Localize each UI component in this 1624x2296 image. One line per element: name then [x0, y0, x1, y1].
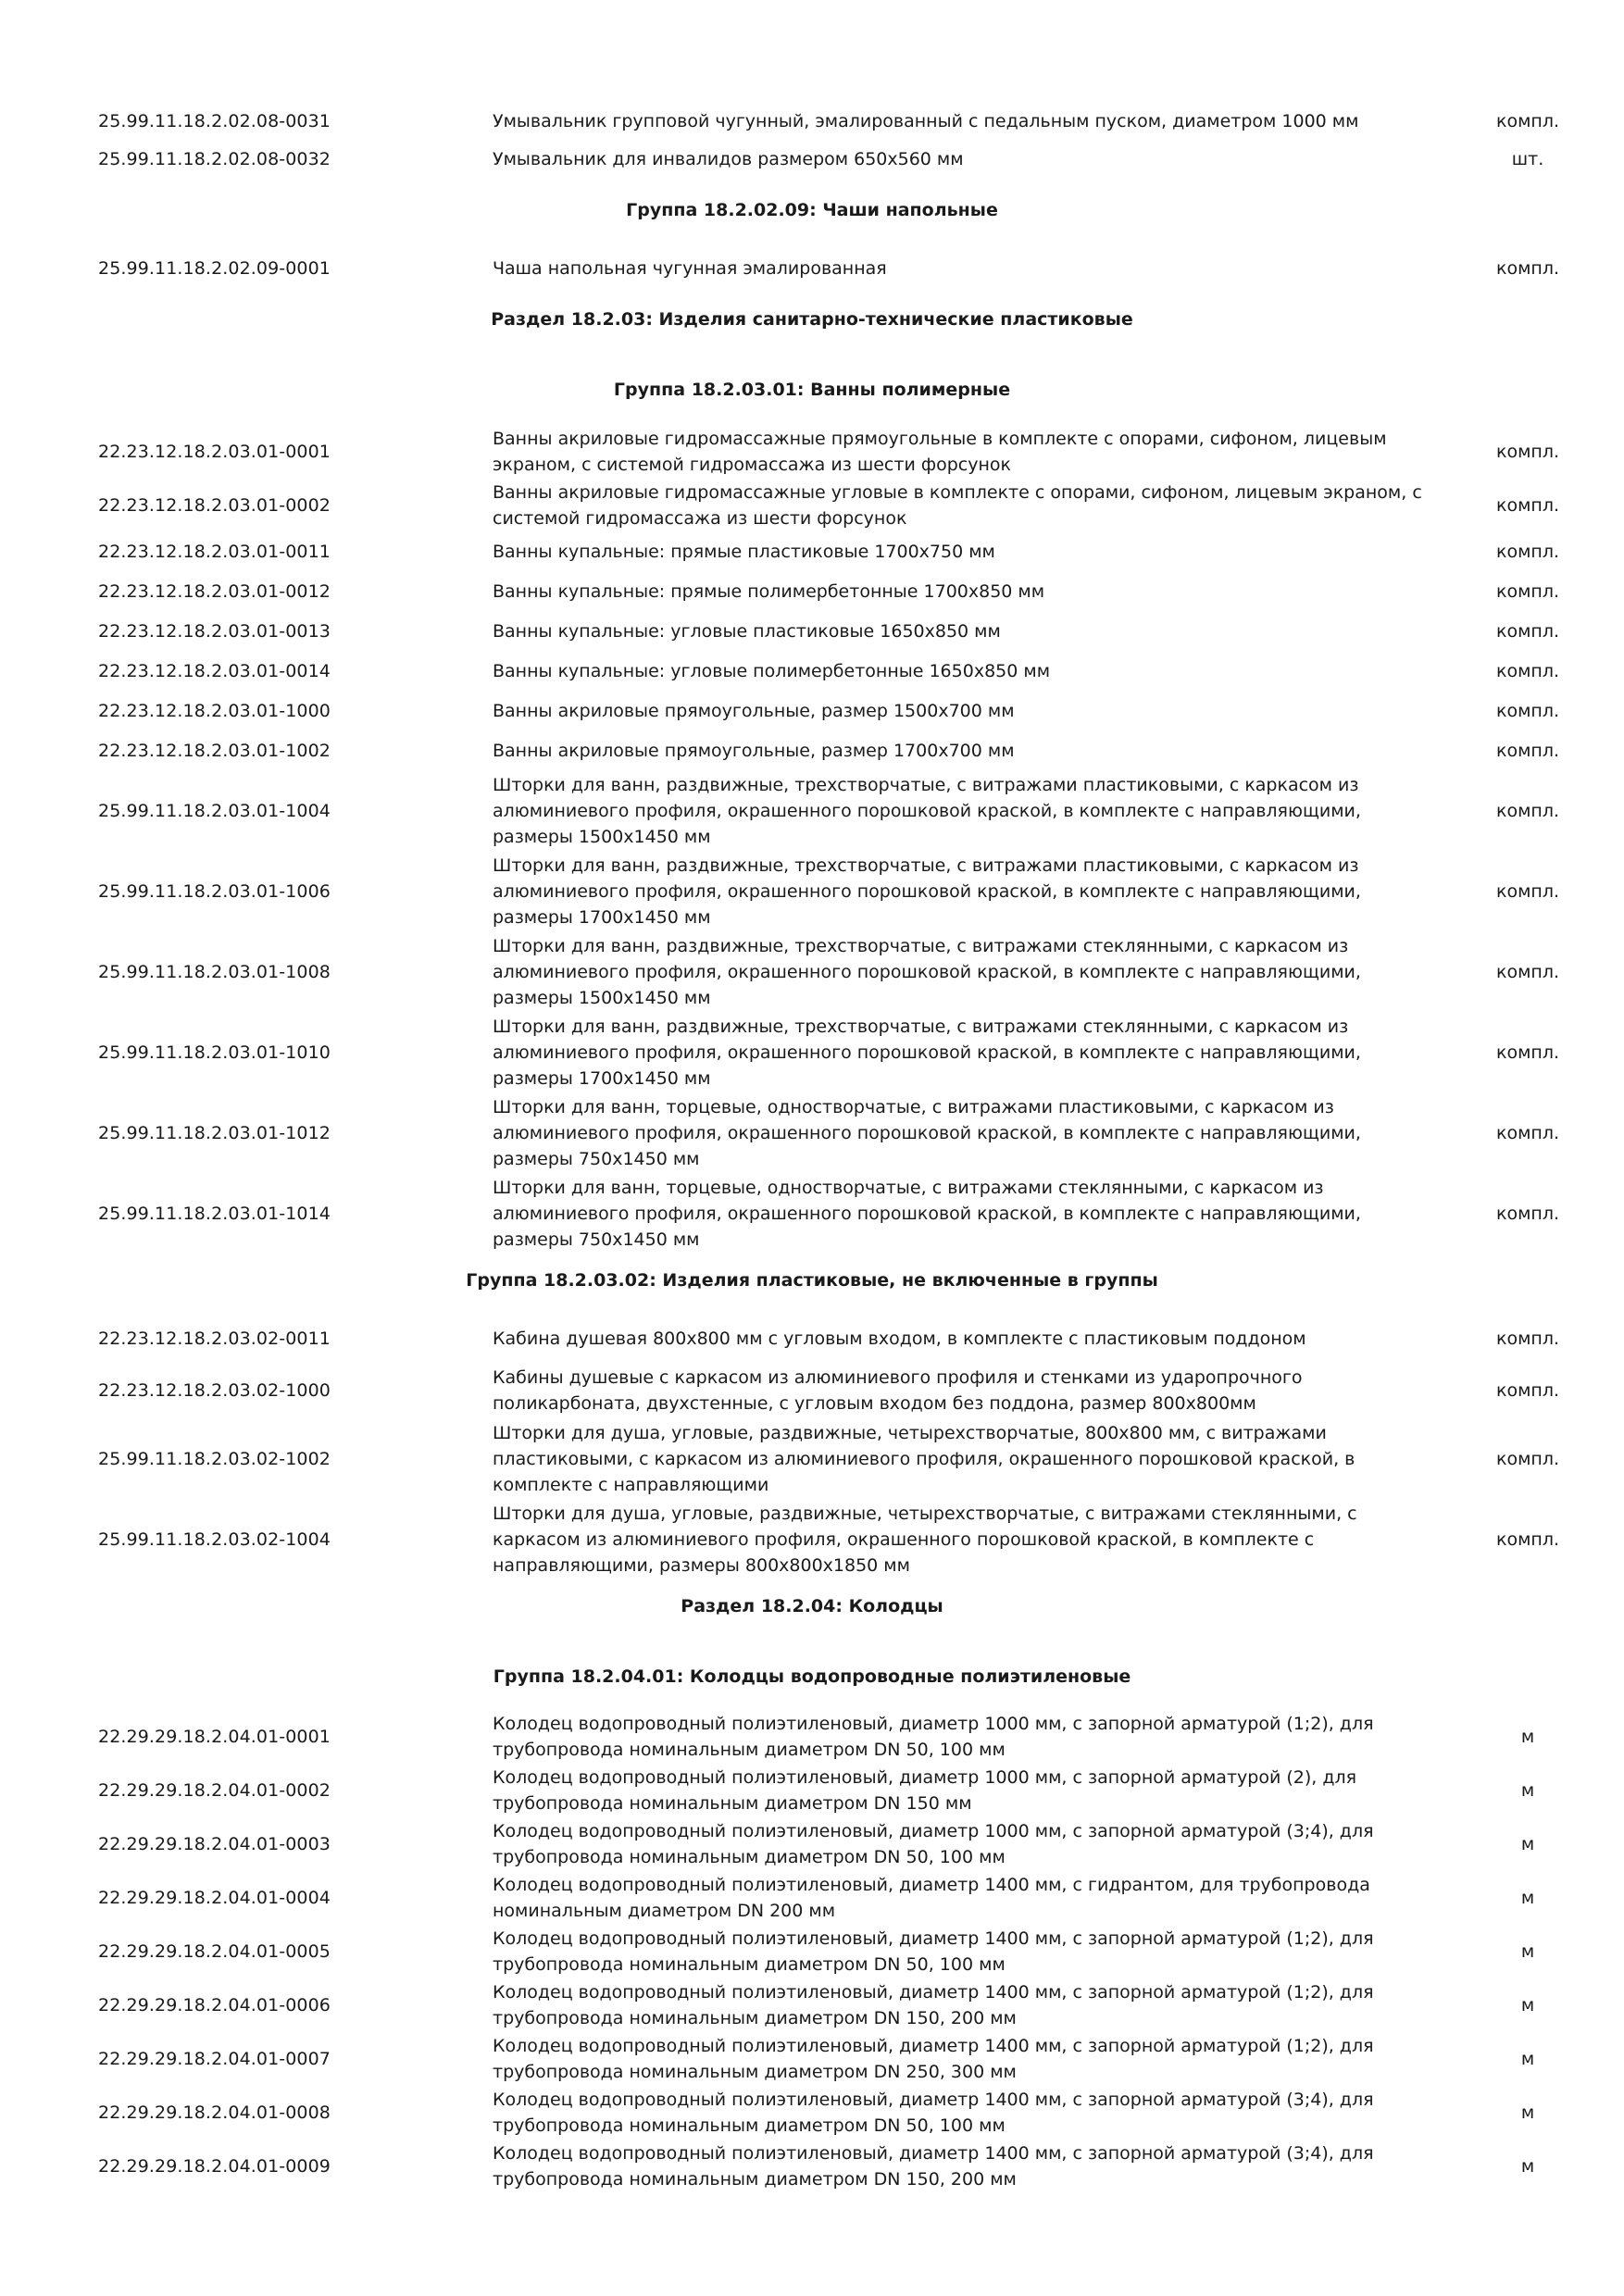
- item-name: [493, 933, 1446, 1011]
- table-row: [0, 480, 1624, 531]
- item-unit: м: [1520, 2049, 1535, 2069]
- item-unit: компл.: [1495, 1042, 1560, 1063]
- item-unit: компл.: [1495, 1380, 1560, 1401]
- item-unit: компл.: [1495, 442, 1560, 462]
- table-row: [0, 1926, 1624, 1978]
- table-row: [0, 146, 1624, 172]
- item-name-text: Колодец водопроводный полиэтиленовый, диаметр 1000 мм, с запорной арматурой (2), для трубопровода номинальным диаметром DN 150 мм: [493, 1767, 1357, 1814]
- item-name-text: Ванны купальные: прямые пластиковые 1700х750 мм: [493, 542, 995, 562]
- item-name-text: Ванны акриловые гидромассажные прямоугольные в комплекте с опорами, сифоном, лицевым экраном, с системой гидромассажа из шести форсунок: [493, 429, 1387, 475]
- item-code: 25.99.11.18.2.03.01-1006: [98, 881, 331, 902]
- table-row: [0, 1014, 1624, 1092]
- item-code: 22.23.12.18.2.03.02-0011: [98, 1329, 331, 1349]
- item-unit: компл.: [1495, 1449, 1560, 1469]
- item-name: [493, 1979, 1446, 2031]
- item-code: 22.23.12.18.2.03.01-0012: [98, 581, 331, 602]
- table-row: [0, 2033, 1624, 2085]
- item-unit: компл.: [1495, 881, 1560, 902]
- table-row: [0, 1979, 1624, 2031]
- item-name: [493, 1014, 1446, 1092]
- item-unit: компл.: [1495, 1329, 1560, 1349]
- item-name-text: Кабины душевые с каркасом из алюминиевого профиля и стенками из ударопрочного поликарбоната, двухстенные, с угловым входом без поддона, размер 800х800мм: [493, 1367, 1303, 1414]
- item-name: [493, 2087, 1446, 2139]
- table-row: [0, 1711, 1624, 1763]
- item-unit: шт.: [1511, 149, 1544, 169]
- table-row: [0, 1501, 1624, 1578]
- item-name: [493, 738, 1446, 764]
- item-name-text: Кабина душевая 800х800 мм с угловым входом, в комплекте с пластиковым поддоном: [493, 1329, 1306, 1349]
- item-name: [493, 658, 1446, 684]
- item-unit: м: [1520, 2103, 1535, 2123]
- item-unit: компл.: [1495, 962, 1560, 982]
- item-code: 22.23.12.18.2.03.01-0013: [98, 621, 331, 642]
- item-name: [493, 426, 1446, 478]
- item-unit: м: [1520, 1834, 1535, 1854]
- item-unit: компл.: [1495, 111, 1560, 131]
- table-row: [0, 1765, 1624, 1816]
- item-code: 25.99.11.18.2.02.09-0001: [98, 258, 331, 279]
- item-name-text: Шторки для ванн, раздвижные, трехстворчатые, с витражами пластиковыми, с каркасом из алюминиевого профиля, окрашенного порошковой краской, в комплекте с направляющими, размеры 1700х1450 мм: [493, 855, 1361, 928]
- item-name-text: Колодец водопроводный полиэтиленовый, диаметр 1400 мм, с запорной арматурой (1;2), для трубопровода номинальным диаметром DN 150, 200 мм: [493, 1982, 1374, 2028]
- item-name: [493, 1818, 1446, 1870]
- item-name-text: Чаша напольная чугунная эмалированная: [493, 258, 887, 279]
- item-name: [493, 1094, 1446, 1172]
- item-name: [493, 1926, 1446, 1978]
- item-name-text: Колодец водопроводный полиэтиленовый, диаметр 1000 мм, с запорной арматурой (3;4), для трубопровода номинальным диаметром DN 50, 100 мм: [493, 1821, 1374, 1867]
- table-row: [0, 772, 1624, 850]
- item-code: 22.29.29.18.2.04.01-0007: [98, 2049, 331, 2069]
- item-name: [493, 2033, 1446, 2085]
- item-name: [493, 480, 1446, 531]
- section-heading: Раздел 18.2.04: Колодцы: [681, 1596, 943, 1616]
- item-name: [493, 108, 1446, 134]
- item-name: [493, 579, 1446, 605]
- item-name: [493, 1420, 1446, 1498]
- item-unit: компл.: [1495, 621, 1560, 642]
- item-unit: компл.: [1495, 661, 1560, 681]
- item-name-text: Шторки для душа, угловые, раздвижные, четырехстворчатые, 800х800 мм, с витражами пластиковыми, с каркасом из алюминиевого профиля, окрашенного порошковой краской, в комплекте с направляющими: [493, 1423, 1355, 1495]
- item-code: 25.99.11.18.2.03.01-1014: [98, 1204, 331, 1224]
- table-row: [0, 1175, 1624, 1253]
- table-row: [0, 426, 1624, 478]
- table-row: [0, 738, 1624, 764]
- table-row: [0, 1326, 1624, 1352]
- item-name: [493, 1765, 1446, 1816]
- item-unit: компл.: [1495, 701, 1560, 721]
- item-code: 22.23.12.18.2.03.01-0001: [98, 442, 331, 462]
- item-code: 22.29.29.18.2.04.01-0004: [98, 1888, 331, 1908]
- item-name: [493, 2140, 1446, 2192]
- table-row: [0, 698, 1624, 724]
- item-unit: компл.: [1495, 495, 1560, 516]
- item-code: 25.99.11.18.2.03.01-1004: [98, 801, 331, 821]
- table-row: [0, 853, 1624, 930]
- item-name-text: Шторки для ванн, раздвижные, трехстворчатые, с витражами пластиковыми, с каркасом из алюминиевого профиля, окрашенного порошковой краской, в комплекте с направляющими, размеры 1500х1450 мм: [493, 775, 1361, 847]
- item-code: 25.99.11.18.2.03.01-1010: [98, 1042, 331, 1063]
- item-code: 25.99.11.18.2.03.01-1008: [98, 962, 331, 982]
- item-name: [493, 698, 1446, 724]
- section-heading: Раздел 18.2.03: Изделия санитарно-технические пластиковые: [491, 309, 1133, 330]
- table-row: [0, 1420, 1624, 1498]
- item-name-text: Ванны купальные: угловые полимербетонные 1650х850 мм: [493, 661, 1051, 681]
- item-unit: м: [1520, 1888, 1535, 1908]
- table-row: [0, 256, 1624, 281]
- table-row: [0, 1094, 1624, 1172]
- item-unit: компл.: [1495, 1123, 1560, 1143]
- item-name-text: Шторки для ванн, раздвижные, трехстворчатые, с витражами стеклянными, с каркасом из алюминиевого профиля, окрашенного порошковой краской, в комплекте с направляющими, размеры 1700х1450 мм: [493, 1017, 1361, 1089]
- item-code: 22.29.29.18.2.04.01-0005: [98, 1941, 331, 1962]
- item-name: [493, 1872, 1446, 1924]
- item-name: [493, 146, 1446, 172]
- group-heading: Группа 18.2.03.01: Ванны полимерные: [613, 380, 1011, 400]
- item-name-text: Шторки для ванн, раздвижные, трехстворчатые, с витражами стеклянными, с каркасом из алюминиевого профиля, окрашенного порошковой краской, в комплекте с направляющими, размеры 1500х1450 мм: [493, 936, 1361, 1008]
- item-unit: компл.: [1495, 542, 1560, 562]
- item-code: 22.29.29.18.2.04.01-0002: [98, 1780, 331, 1801]
- item-name-text: Колодец водопроводный полиэтиленовый, диаметр 1400 мм, с запорной арматурой (3;4), для трубопровода номинальным диаметром DN 150, 200 мм: [493, 2143, 1374, 2190]
- item-code: 25.99.11.18.2.03.02-1002: [98, 1449, 331, 1469]
- item-name-text: Шторки для ванн, торцевые, одностворчатые, с витражами стеклянными, с каркасом из алюминиевого профиля, окрашенного порошковой краской, в комплекте с направляющими, размеры 750х1450 мм: [493, 1178, 1361, 1250]
- item-code: 22.23.12.18.2.03.02-1000: [98, 1380, 331, 1401]
- item-name: [493, 1365, 1446, 1416]
- item-name-text: Колодец водопроводный полиэтиленовый, диаметр 1400 мм, с гидрантом, для трубопровода номинальным диаметром DN 200 мм: [493, 1875, 1370, 1921]
- item-name-text: Ванны акриловые гидромассажные угловые в комплекте с опорами, сифоном, лицевым экраном, с системой гидромассажа из шести форсунок: [493, 482, 1422, 529]
- item-name-text: Ванны купальные: угловые пластиковые 1650х850 мм: [493, 621, 1001, 642]
- item-name: [493, 1711, 1446, 1763]
- table-row: [0, 658, 1624, 684]
- table-row: [0, 1365, 1624, 1416]
- table-row: [0, 539, 1624, 565]
- item-unit: м: [1520, 1941, 1535, 1962]
- item-name-text: Колодец водопроводный полиэтиленовый, диаметр 1000 мм, с запорной арматурой (1;2), для трубопровода номинальным диаметром DN 50, 100 мм: [493, 1714, 1374, 1760]
- item-code: 22.23.12.18.2.03.01-0014: [98, 661, 331, 681]
- item-name: [493, 1175, 1446, 1253]
- item-name-text: Шторки для душа, угловые, раздвижные, четырехстворчатые, с витражами стеклянными, с каркасом из алюминиевого профиля, окрашенного порошковой краской, в комплекте с направляющими, размеры 800х800х1850 мм: [493, 1504, 1357, 1576]
- item-unit: компл.: [1495, 801, 1560, 821]
- item-name: [493, 1501, 1446, 1578]
- item-code: 22.29.29.18.2.04.01-0008: [98, 2103, 331, 2123]
- item-unit: компл.: [1495, 1529, 1560, 1550]
- item-name-text: Умывальник групповой чугунный, эмалированный с педальным пуском, диаметром 1000 мм: [493, 111, 1359, 131]
- item-name-text: Ванны купальные: прямые полимербетонные 1700х850 мм: [493, 581, 1045, 602]
- item-code: 22.29.29.18.2.04.01-0006: [98, 1995, 331, 2015]
- group-heading: Группа 18.2.04.01: Колодцы водопроводные полиэтиленовые: [493, 1666, 1131, 1687]
- table-row: [0, 579, 1624, 605]
- item-code: 22.29.29.18.2.04.01-0001: [98, 1727, 331, 1747]
- item-code: 25.99.11.18.2.03.01-1012: [98, 1123, 331, 1143]
- group-heading: Группа 18.2.03.02: Изделия пластиковые, не включенные в группы: [466, 1270, 1158, 1291]
- table-row: [0, 1818, 1624, 1870]
- item-name-text: Колодец водопроводный полиэтиленовый, диаметр 1400 мм, с запорной арматурой (1;2), для трубопровода номинальным диаметром DN 50, 100 мм: [493, 1928, 1374, 1975]
- item-code: 22.23.12.18.2.03.01-0002: [98, 495, 331, 516]
- item-name: [493, 618, 1446, 644]
- item-unit: м: [1520, 1995, 1535, 2015]
- table-row: [0, 933, 1624, 1011]
- item-unit: м: [1520, 2156, 1535, 2177]
- group-heading: Группа 18.2.02.09: Чаши напольные: [626, 200, 998, 220]
- item-name-text: Шторки для ванн, торцевые, одностворчатые, с витражами пластиковыми, с каркасом из алюминиевого профиля, окрашенного порошковой краской, в комплекте с направляющими, размеры 750х1450 мм: [493, 1097, 1361, 1169]
- item-name-text: Ванны акриловые прямоугольные, размер 1700х700 мм: [493, 741, 1015, 761]
- item-code: 22.23.12.18.2.03.01-1002: [98, 741, 331, 761]
- item-unit: компл.: [1495, 581, 1560, 602]
- item-name: [493, 772, 1446, 850]
- item-name: [493, 1326, 1446, 1352]
- item-code: 22.29.29.18.2.04.01-0003: [98, 1834, 331, 1854]
- item-unit: компл.: [1495, 1204, 1560, 1224]
- item-code: 22.23.12.18.2.03.01-0011: [98, 542, 331, 562]
- item-unit: компл.: [1495, 741, 1560, 761]
- item-code: 22.23.12.18.2.03.01-1000: [98, 701, 331, 721]
- item-unit: м: [1520, 1727, 1535, 1747]
- item-name-text: Умывальник для инвалидов размером 650х560 мм: [493, 149, 964, 169]
- item-name-text: Колодец водопроводный полиэтиленовый, диаметр 1400 мм, с запорной арматурой (3;4), для трубопровода номинальным диаметром DN 50, 100 мм: [493, 2090, 1374, 2136]
- item-unit: м: [1520, 1780, 1535, 1801]
- item-code: 22.29.29.18.2.04.01-0009: [98, 2156, 331, 2177]
- item-code: 25.99.11.18.2.02.08-0032: [98, 149, 331, 169]
- item-name-text: Колодец водопроводный полиэтиленовый, диаметр 1400 мм, с запорной арматурой (1;2), для трубопровода номинальным диаметром DN 250, 300 мм: [493, 2036, 1374, 2082]
- item-code: 25.99.11.18.2.02.08-0031: [98, 111, 331, 131]
- item-name: [493, 256, 1446, 281]
- item-name-text: Ванны акриловые прямоугольные, размер 1500х700 мм: [493, 701, 1015, 721]
- item-name: [493, 853, 1446, 930]
- table-row: [0, 2087, 1624, 2139]
- table-row: [0, 1872, 1624, 1924]
- item-unit: компл.: [1495, 258, 1560, 279]
- table-row: [0, 618, 1624, 644]
- table-row: [0, 2140, 1624, 2192]
- item-code: 25.99.11.18.2.03.02-1004: [98, 1529, 331, 1550]
- table-row: [0, 108, 1624, 134]
- item-name: [493, 539, 1446, 565]
